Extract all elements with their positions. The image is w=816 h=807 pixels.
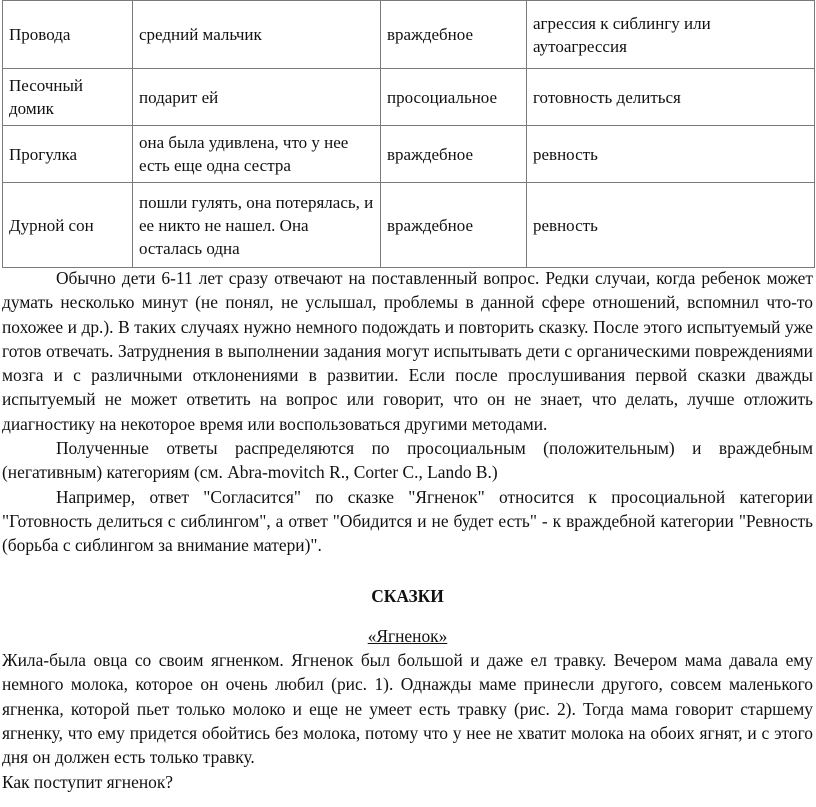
table-row	[3, 69, 815, 126]
table-cell-category: готовность делиться	[527, 69, 815, 126]
table-cell-type: враждебное	[381, 1, 527, 69]
paragraph-categories: Полученные ответы распределяются по просоциальным (положительным) и враждебным (негативным) категориям (см. Abra-movitch R., Corter C., Lando B.)	[2, 438, 813, 483]
paragraph-response-time: Обычно дети 6-11 лет сразу отвечают на поставленный вопрос. Редки случаи, когда ребенок может думать несколько минут (не понял, не услышал, проблемы в данной сфере отношений, вспомнил что-то похожее и др.). В таких случаях нужно немного подождать и повторить сказку. После этого испытуемый уже готов отвечать. Затруднения в выполнении задания могут испытывать дети с органическими повреждениями мозга и с различными отклонениями в развитии. Если после прослушивания первой сказки дважды испытуемый не может ответить на вопрос или говорит, что он не знает, что делать, лучше отложить диагностику на некоторое время или воспользоваться другими методами.	[2, 268, 813, 434]
table-cell-answer: она была удивлена, что у нее есть еще одна сестра	[133, 126, 381, 183]
table-cell-answer: средний мальчик	[133, 1, 381, 69]
table-cell-answer: подарит ей	[133, 69, 381, 126]
table-cell-tale: Песочный домик	[3, 69, 133, 126]
table-cell-category: ревность	[527, 126, 815, 183]
table-row	[3, 183, 815, 268]
tale-question: Как поступит ягненок?	[2, 771, 173, 792]
table-cell-type: просоциальное	[381, 69, 527, 126]
categories-table	[2, 0, 815, 268]
table-cell-answer: пошли гулять, она потерялась, и ее никто не нашел. Она осталась одна	[133, 183, 381, 268]
table-cell-tale: Дурной сон	[3, 183, 133, 268]
table-cell-category: агрессия к сиблингу или аутоагрессия	[527, 1, 815, 69]
document-body	[2, 266, 813, 794]
table-cell-category: ревность	[527, 183, 815, 268]
tale-text: Жила-была овца со своим ягненком. Ягненок был большой и даже ел травку. Вечером мама давала ему немного молока, которое он очень любил (рис. 1). Однажды маме принесли другого, совсем маленького ягненка, которой пьет только молоко и еще не умеет есть травку (рис. 2). Тогда мама говорит старшему ягненку, что ему придется обойтись без молока, потому что у нее не хватит молока на обоих ягнят, и с этого дня он должен есть только травку.	[2, 650, 813, 768]
table-cell-type: враждебное	[381, 183, 527, 268]
table-row	[3, 126, 815, 183]
table-cell-type: враждебное	[381, 126, 527, 183]
paragraph-example: Например, ответ "Согласится" по сказке "Ягненок" относится к просоциальной категории "Готовность делиться с сиблингом", а ответ "Обидится и не будет есть" - к враждебной категории "Ревность (борьба с сиблингом за внимание матери)".	[2, 486, 813, 556]
table-cell-tale: Прогулка	[3, 126, 133, 183]
tale-title: «Ягненок»	[367, 625, 448, 646]
table-row	[3, 1, 815, 69]
section-heading: СКАЗКИ	[371, 585, 444, 606]
table-cell-tale: Провода	[3, 1, 133, 69]
